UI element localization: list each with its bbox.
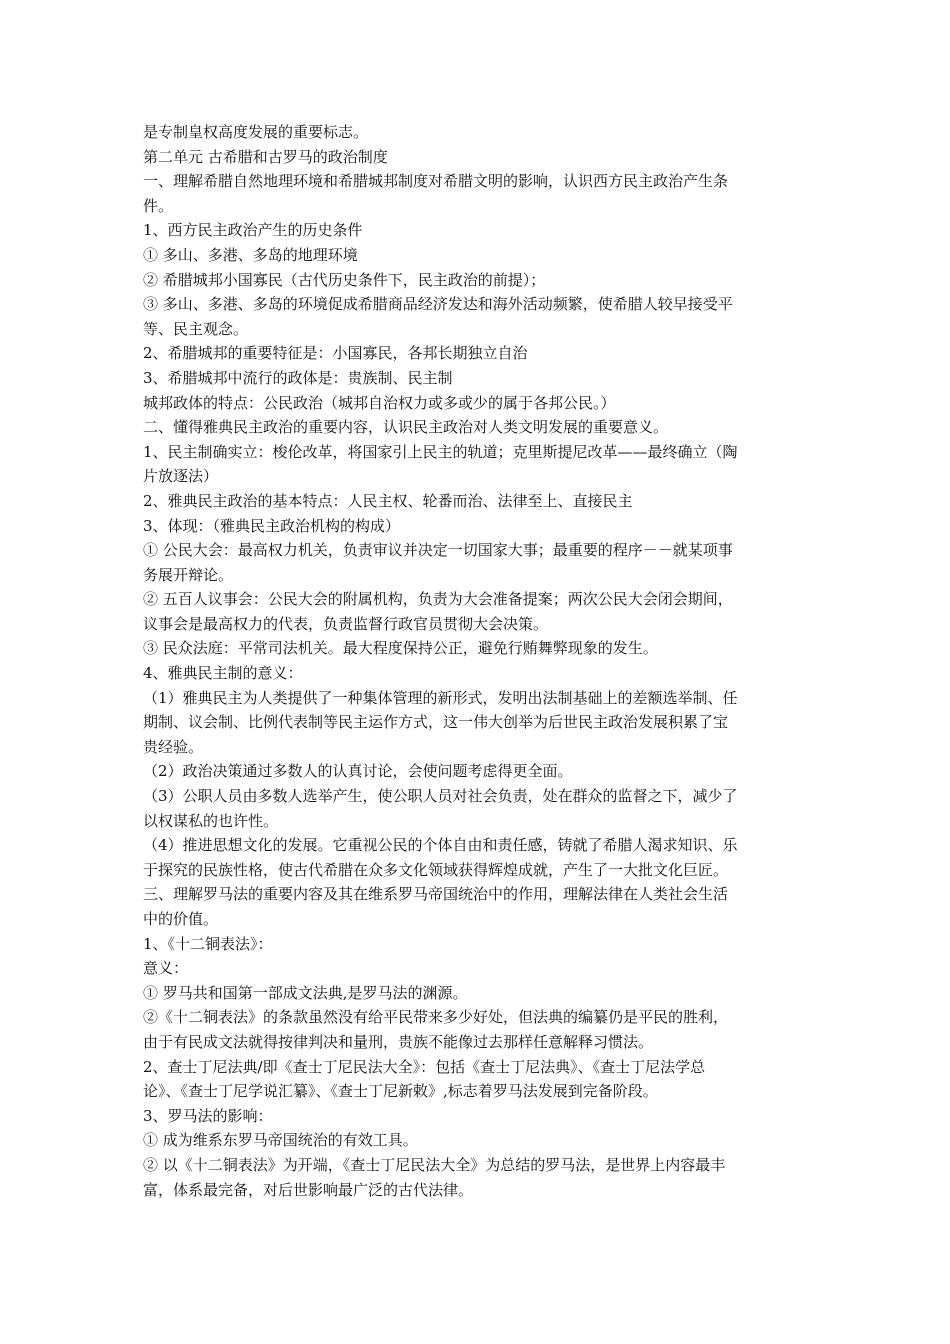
text-line: 意义： <box>143 959 189 978</box>
text-line: ③ 民众法庭：平常司法机关。最大程度保持公正，避免行贿舞弊现象的发生。 <box>143 639 658 658</box>
document-body <box>143 120 815 1202</box>
text-line: ① 公民大会：最高权力机关，负责审议并决定一切国家大事；最重要的程序－－就某项事 <box>143 541 733 560</box>
text-line: 论》、《查士丁尼学说汇纂》、《查士丁尼新敕》,标志着罗马法发展到完备阶段。 <box>143 1082 658 1101</box>
text-line: 中的价值。 <box>143 910 219 928</box>
text-line: 三、理解罗马法的重要内容及其在维系罗马帝国统治中的作用，理解法律在人类社会生活 <box>143 885 729 904</box>
text-line: 于探究的民族性格，使古代希腊在众多文化领域获得辉煌成就，产生了一大批文化巨匠。 <box>143 860 729 879</box>
text-line: 等、民主观念。 <box>143 319 249 338</box>
text-line: 由于有民成文法就得按律判决和量刑，贵族不能像过去那样任意解释习惯法。 <box>143 1032 654 1051</box>
text-line: 贵经验。 <box>143 737 204 756</box>
text-line: 片放逐法） <box>143 467 219 486</box>
text-line: 3、希腊城邦中流行的政体是：贵族制、民主制 <box>143 368 453 387</box>
text-line: 以权谋私的也许性。 <box>143 811 279 830</box>
text-line: 一、理解希腊自然地理环境和希腊城邦制度对希腊文明的影响，认识西方民主政治产生条 <box>143 172 729 191</box>
text-line: ② 希腊城邦小国寡民（古代历史条件下，民主政治的前提）； <box>143 270 546 289</box>
text-line: 城邦政体的特点：公民政治（城邦自治权力或多或少的属于各邦公民。） <box>143 393 616 412</box>
text-line: （4）推进思想文化的发展。它重视公民的个体自由和责任感，铸就了希腊人渴求知识、乐 <box>143 836 738 855</box>
text-line: 2、雅典民主政治的基本特点：人民主权、轮番而治、法律至上、直接民主 <box>143 491 633 510</box>
text-line: ③ 多山、多港、多岛的环境促成希腊商品经济发达和海外活动频繁，使希腊人较早接受平 <box>143 295 733 314</box>
text-line: 2、查士丁尼法典/即《查士丁尼民法大全》：包括《查士丁尼法典》、《查士丁尼法学总 <box>143 1057 706 1076</box>
text-line: ② 五百人议事会：公民大会的附属机构，负责为大会准备提案；两次公民大会闭会期间， <box>143 590 733 609</box>
text-line: 议事会是最高权力的代表，负责监督行政官员贯彻大会决策。 <box>143 614 549 633</box>
text-line: 1、西方民主政治产生的历史条件 <box>143 221 363 240</box>
text-line: （1）雅典民主为人类提供了一种集体管理的新形式，发明出法制基础上的差额选举制、任 <box>143 688 738 707</box>
text-line: （2）政治决策通过多数人的认真讨论，会使问题考虑得更全面。 <box>143 762 573 781</box>
text-line: 期制、议会制、比例代表制等民主运作方式，这一伟大创举为后世民主政治发展积累了宝 <box>143 713 729 732</box>
text-line: 3、体现：（雅典民主政治机构的构成） <box>143 516 401 535</box>
text-line: 务展开辩论。 <box>143 565 234 584</box>
text-line: 是专制皇权高度发展的重要标志。 <box>143 123 369 141</box>
text-line: 富，体系最完备，对后世影响最广泛的古代法律。 <box>143 1180 474 1199</box>
text-line: ① 多山、多港、多岛的地理环境 <box>143 245 358 264</box>
text-line: ① 罗马共和国第一部成文法典,是罗马法的渊源。 <box>143 983 468 1002</box>
text-line: 3、罗马法的影响： <box>143 1106 273 1125</box>
text-line: ②《十二铜表法》的条款虽然没有给平民带来多少好处，但法典的编纂仍是平民的胜利， <box>143 1008 729 1027</box>
text-line: 1、《十二铜表法》： <box>143 934 273 953</box>
text-line: 2、希腊城邦的重要特征是：小国寡民，各邦长期独立自治 <box>143 344 528 363</box>
text-line: 二、懂得雅典民主政治的重要内容，认识民主政治对人类文明发展的重要意义。 <box>143 418 669 437</box>
text-line: ① 成为维系东罗马帝国统治的有效工具。 <box>143 1131 418 1150</box>
text-line: ② 以《十二铜表法》为开端，《查士丁尼民法大全》为总结的罗马法，是世界上内容最丰 <box>143 1155 726 1174</box>
text-line: （3）公职人员由多数人选举产生，使公职人员对社会负责，处在群众的监督之下，减少了 <box>143 787 738 806</box>
text-line: 件。 <box>143 196 174 215</box>
text-line: 4、雅典民主制的意义： <box>143 664 303 683</box>
text-line: 第二单元 古希腊和古罗马的政治制度 <box>143 147 388 166</box>
text-line: 1、民主制确实立：梭伦改革，将国家引上民主的轨道；克里斯提尼改革——最终确立（陶 <box>143 442 738 461</box>
